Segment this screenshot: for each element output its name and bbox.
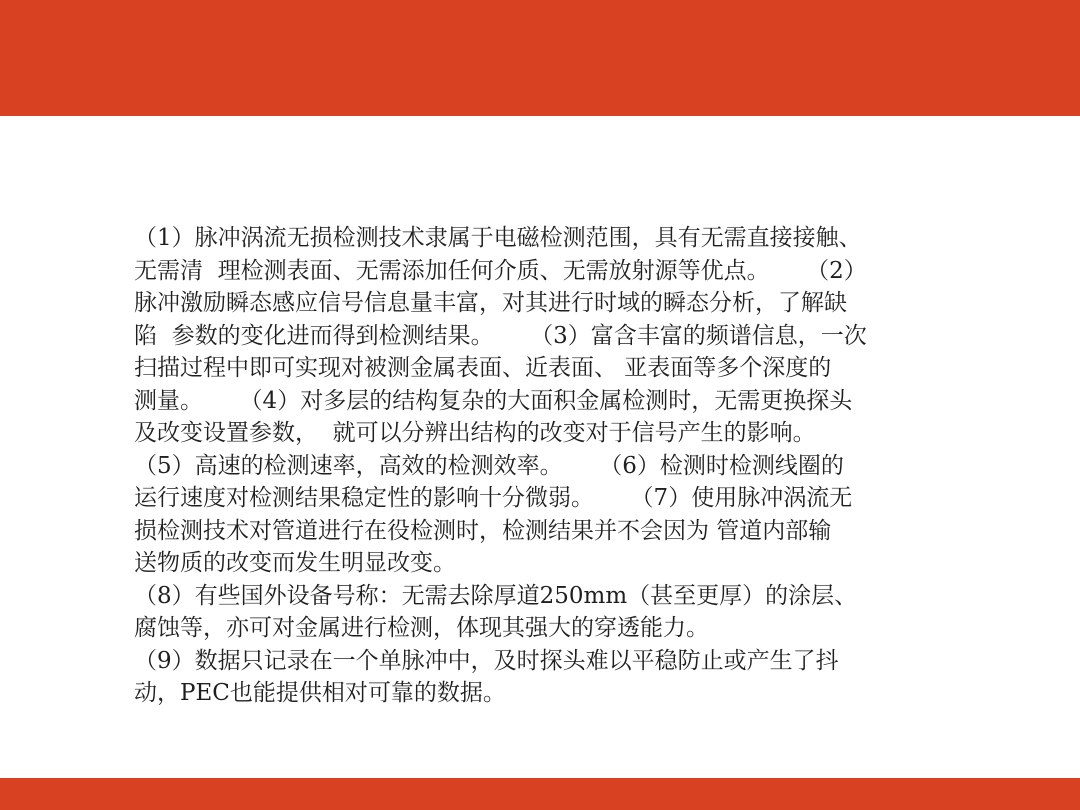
text-line: 扫描过程中即可实现对被测金属表面、近表面、 亚表面等多个深度的 bbox=[134, 355, 832, 381]
text-line: 陷 参数的变化进而得到检测结果。 （3）富含丰富的频谱信息，一次 bbox=[134, 322, 867, 349]
text-line: 损检测技术对管道进行在役检测时，检测结果并不会因为 管道内部输 bbox=[134, 517, 832, 544]
header-bar bbox=[0, 0, 1080, 116]
text-line: 及改变设置参数， 就可以分辨出结构的改变对于信号产生的影响。 bbox=[134, 420, 816, 446]
text-line: 动，PEC也能提供相对可靠的数据。 bbox=[134, 680, 506, 706]
text-line: 测量。 （4）对多层的结构复杂的大面积金属检测时，无需更换探头 bbox=[134, 387, 853, 414]
text-line: 腐蚀等，亦可对金属进行检测，体现其强大的穿透能力。 bbox=[134, 615, 709, 641]
text-line: 送物质的改变而发生明显改变。 bbox=[134, 550, 456, 576]
body-text bbox=[134, 222, 984, 710]
text-line: 无需清 理检测表面、无需添加任何介质、无需放射源等优点。 （2） bbox=[134, 257, 867, 284]
text-line: （5）高速的检测速率，高效的检测效率。 （6）检测时检测线圈的 bbox=[134, 452, 844, 479]
footer-bar bbox=[0, 778, 1080, 810]
text-line: （1）脉冲涡流无损检测技术隶属于电磁检测范围，具有无需直接接触、 bbox=[134, 225, 862, 251]
text-line: （8）有些国外设备号称：无需去除厚道250mm（甚至更厚）的涂层、 bbox=[134, 582, 858, 609]
text-line: （9）数据只记录在一个单脉冲中，及时探头难以平稳防止或产生了抖 bbox=[134, 647, 839, 674]
text-line: 运行速度对检测结果稳定性的影响十分微弱。 （7）使用脉冲涡流无 bbox=[134, 485, 853, 511]
text-line: 脉冲激励瞬态感应信号信息量丰富，对其进行时域的瞬态分析，了解缺 bbox=[134, 290, 847, 316]
